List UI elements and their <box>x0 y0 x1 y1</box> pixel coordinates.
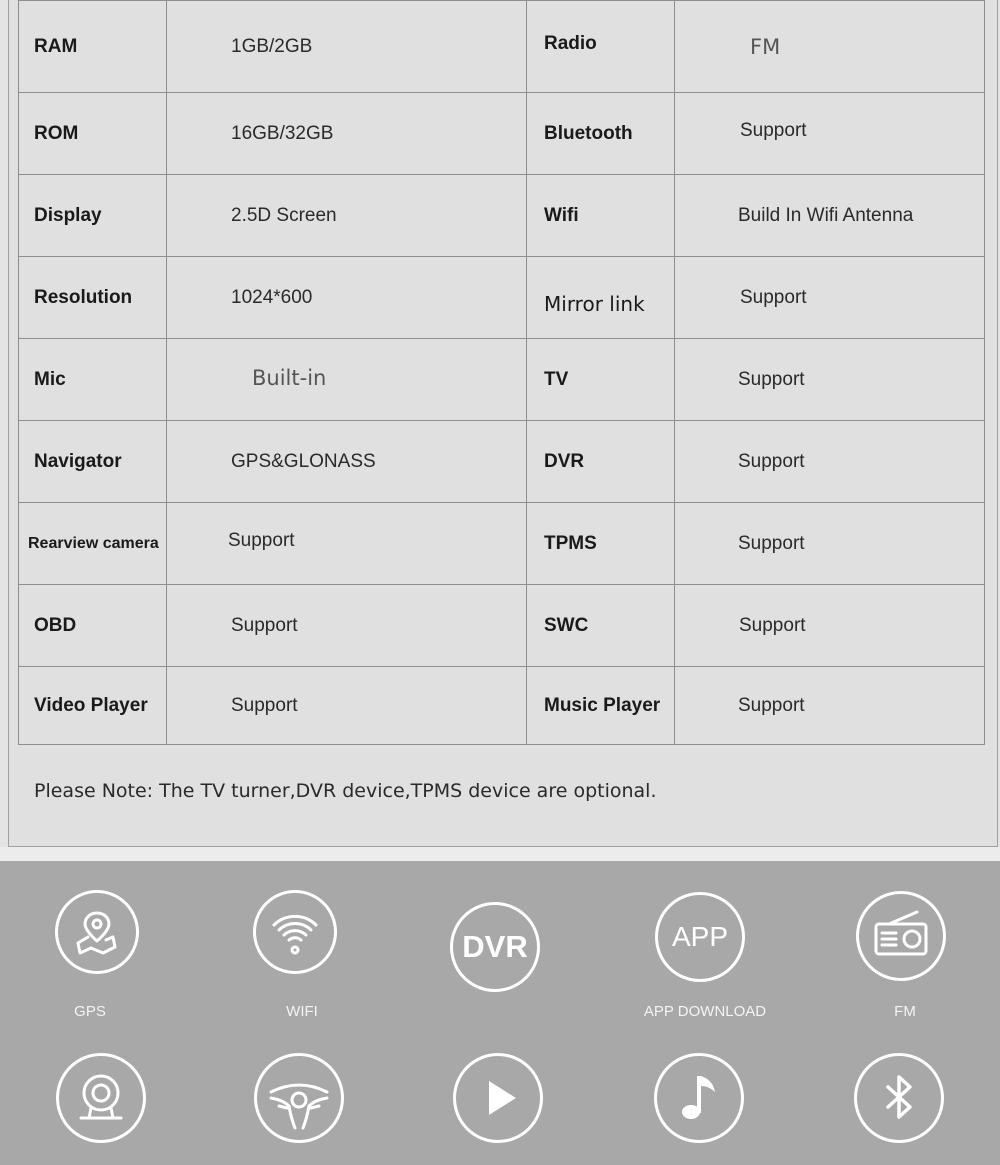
table-row <box>19 339 985 421</box>
spec-table <box>18 0 985 745</box>
note-text: Please Note: The TV turner,DVR device,TPMS device are optional. <box>34 780 657 802</box>
spec-value: Support <box>675 503 985 585</box>
spec-value: GPS&GLONASS <box>167 421 527 503</box>
icon-label-gps: GPS <box>74 1003 106 1020</box>
spec-label: Video Player <box>19 667 167 745</box>
spec-label: Navigator <box>19 421 167 503</box>
spec-label: SWC <box>527 585 675 667</box>
spec-value: FM <box>675 1 985 93</box>
wifi-icon <box>253 890 337 974</box>
spec-label: Mirror link <box>527 257 675 339</box>
dvr-icon <box>450 902 540 992</box>
spec-value: Support <box>675 339 985 421</box>
table-row <box>19 175 985 257</box>
icon-label-wifi: WIFI <box>286 1003 318 1020</box>
icon-label-fm: FM <box>894 1003 916 1020</box>
music-note-icon <box>654 1053 744 1143</box>
spec-label: Bluetooth <box>527 93 675 175</box>
spec-label: Rearview camera <box>19 503 167 585</box>
spec-label: Wifi <box>527 175 675 257</box>
spec-label: Mic <box>19 339 167 421</box>
spec-value: Support <box>167 585 527 667</box>
spec-value: Support <box>675 257 985 339</box>
spec-label: Resolution <box>19 257 167 339</box>
spec-value: Support <box>675 93 985 175</box>
spec-value: Support <box>167 667 527 745</box>
spec-value: 16GB/32GB <box>167 93 527 175</box>
spec-value: 2.5D Screen <box>167 175 527 257</box>
table-row <box>19 667 985 745</box>
feature-icons-panel <box>0 861 1000 1165</box>
table-row <box>19 503 985 585</box>
spec-label: Music Player <box>527 667 675 745</box>
spec-label: TPMS <box>527 503 675 585</box>
play-icon <box>453 1053 543 1143</box>
spec-value: Support <box>675 421 985 503</box>
spec-value: Support <box>675 667 985 745</box>
spec-label: DVR <box>527 421 675 503</box>
app-icon-text: APP <box>671 921 729 952</box>
spec-label: Radio <box>527 1 675 93</box>
spec-label: Display <box>19 175 167 257</box>
spec-value: 1024*600 <box>167 257 527 339</box>
table-row <box>19 93 985 175</box>
table-row <box>19 585 985 667</box>
steering-wheel-icon <box>254 1053 344 1143</box>
table-row <box>19 421 985 503</box>
spec-label: ROM <box>19 93 167 175</box>
spec-value: 1GB/2GB <box>167 1 527 93</box>
icon-label-app-download: APP DOWNLOAD <box>643 1003 767 1020</box>
table-row <box>19 257 985 339</box>
gps-icon <box>55 890 139 974</box>
camera-icon <box>56 1053 146 1143</box>
app-icon <box>655 892 745 982</box>
spec-value: Build In Wifi Antenna <box>675 175 985 257</box>
dvr-icon-text: DVR <box>462 929 528 964</box>
spec-label: TV <box>527 339 675 421</box>
radio-icon <box>856 891 946 981</box>
spec-label: OBD <box>19 585 167 667</box>
spec-value: Support <box>675 585 985 667</box>
spec-label: RAM <box>19 1 167 93</box>
spec-value: Support <box>167 503 527 585</box>
bluetooth-icon <box>854 1053 944 1143</box>
spec-value: Built-in <box>167 339 527 421</box>
divider <box>0 847 1000 861</box>
table-row <box>19 1 985 93</box>
